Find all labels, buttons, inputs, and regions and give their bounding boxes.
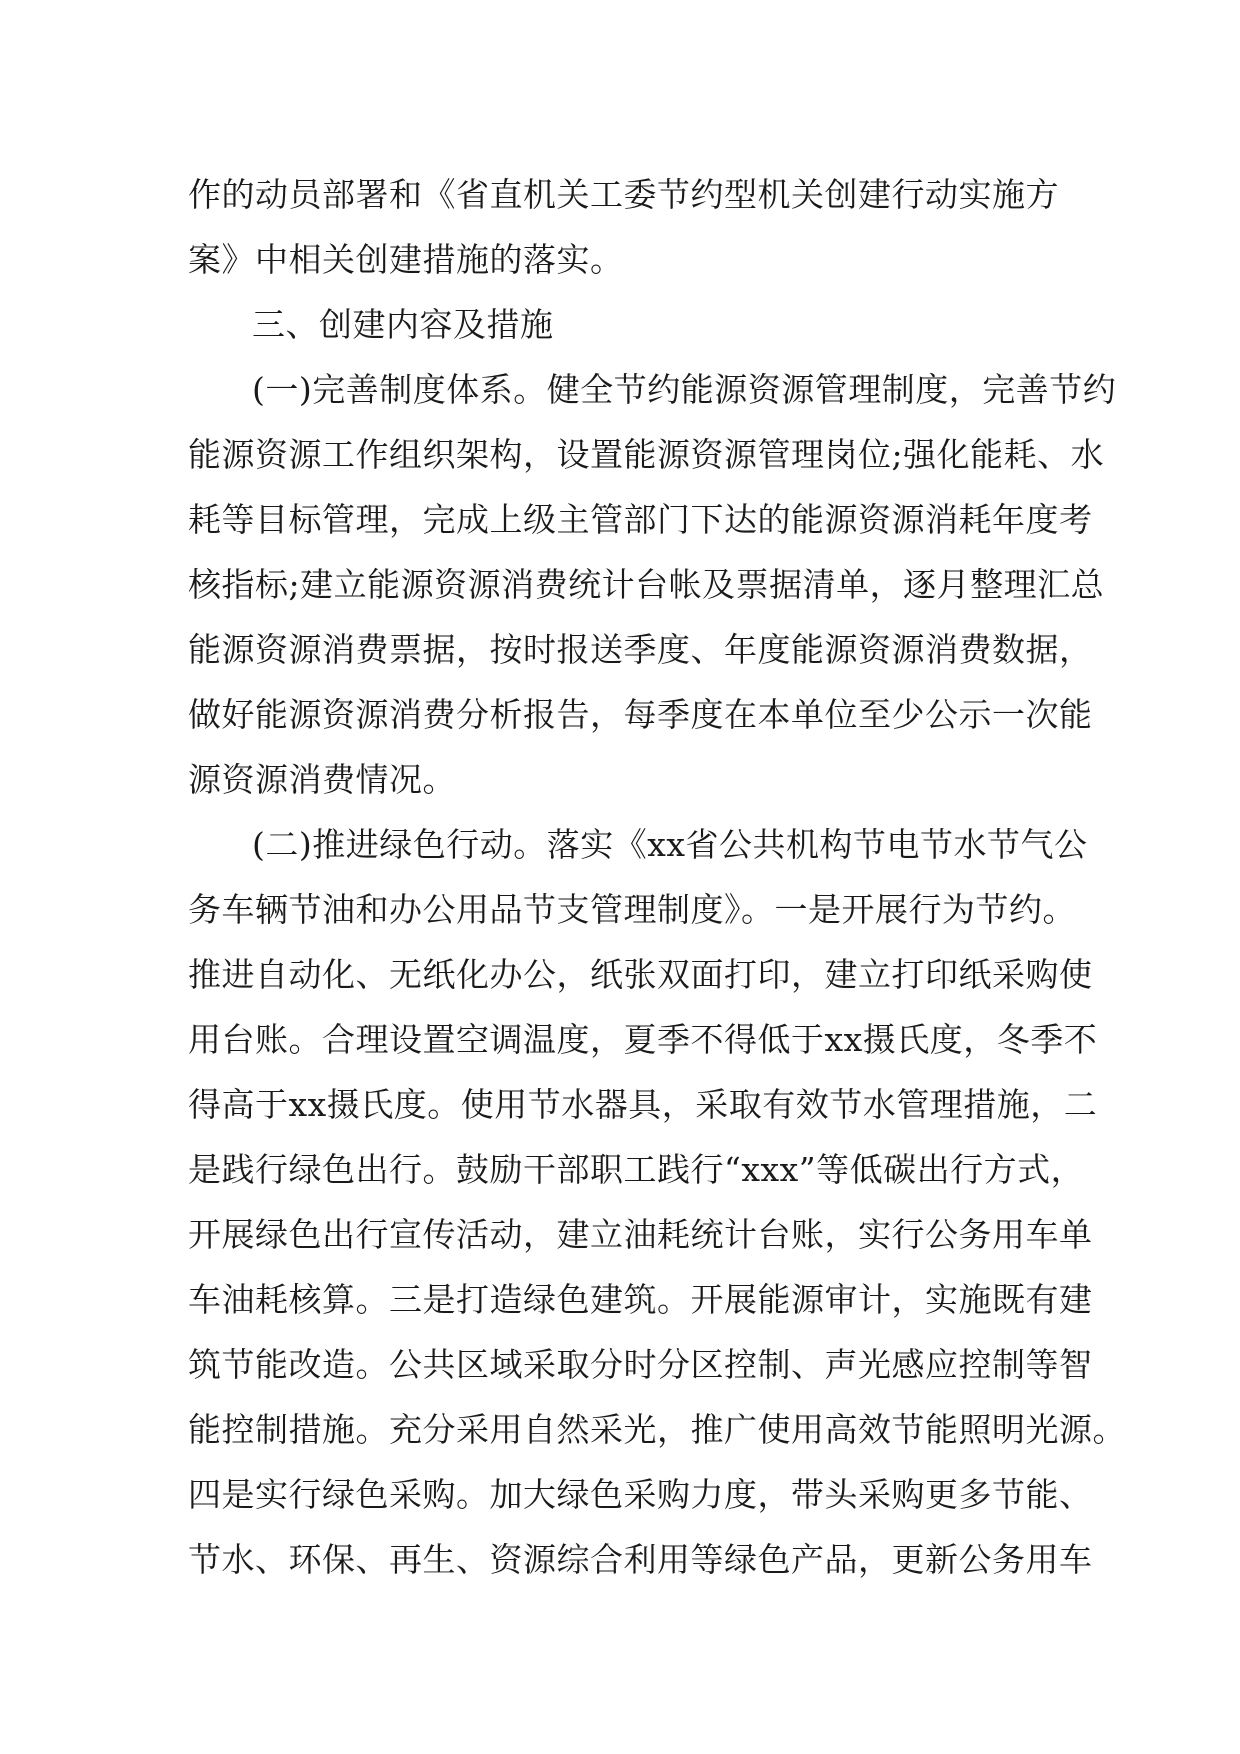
text-line: 开展绿色出行宣传活动，建立油耗统计台账，实行公务用车单 xyxy=(188,1215,1093,1254)
text-line: (一)完善制度体系。健全节约能源资源管理制度，完善节约 xyxy=(252,370,1117,409)
text-line: 节水、环保、再生、资源综合利用等绿色产品，更新公务用车 xyxy=(188,1540,1093,1579)
text-line: 是践行绿色出行。鼓励干部职工践行“xxx”等低碳出行方式， xyxy=(188,1150,1085,1189)
text-line: 得高于xx摄氏度。使用节水器具，采取有效节水管理措施，二 xyxy=(188,1085,1098,1124)
section-heading: 三、创建内容及措施 xyxy=(252,305,554,344)
text-line: 推进自动化、无纸化办公，纸张双面打印，建立打印纸采购使 xyxy=(188,955,1093,994)
text-line: 源资源消费情况。 xyxy=(188,760,456,799)
text-line: 作的动员部署和《省直机关工委节约型机关创建行动实施方 xyxy=(188,175,1059,214)
text-line: 筑节能改造。公共区域采取分时分区控制、声光感应控制等智 xyxy=(188,1345,1093,1384)
document-body xyxy=(188,162,1126,1592)
text-line: 能源资源消费票据，按时报送季度、年度能源资源消费数据， xyxy=(188,630,1093,669)
text-line: 车油耗核算。三是打造绿色建筑。开展能源审计，实施既有建 xyxy=(188,1280,1093,1319)
text-line: 核指标;建立能源资源消费统计台帐及票据清单，逐月整理汇总 xyxy=(188,565,1105,604)
text-line: (二)推进绿色行动。落实《xx省公共机构节电节水节气公 xyxy=(252,825,1088,864)
text-line: 耗等目标管理，完成上级主管部门下达的能源资源消耗年度考 xyxy=(188,500,1093,539)
text-line: 四是实行绿色采购。加大绿色采购力度，带头采购更多节能、 xyxy=(188,1475,1093,1514)
text-line: 能源资源工作组织架构，设置能源资源管理岗位;强化能耗、水 xyxy=(188,435,1105,474)
text-line: 案》中相关创建措施的落实。 xyxy=(188,240,624,279)
text-line: 用台账。合理设置空调温度，夏季不得低于xx摄氏度，冬季不 xyxy=(188,1020,1098,1059)
text-line: 务车辆节油和办公用品节支管理制度》。一是开展行为节约。 xyxy=(188,890,1076,929)
text-line: 做好能源资源消费分析报告，每季度在本单位至少公示一次能 xyxy=(188,695,1093,734)
text-line: 能控制措施。充分采用自然采光，推广使用高效节能照明光源。 xyxy=(188,1410,1126,1449)
